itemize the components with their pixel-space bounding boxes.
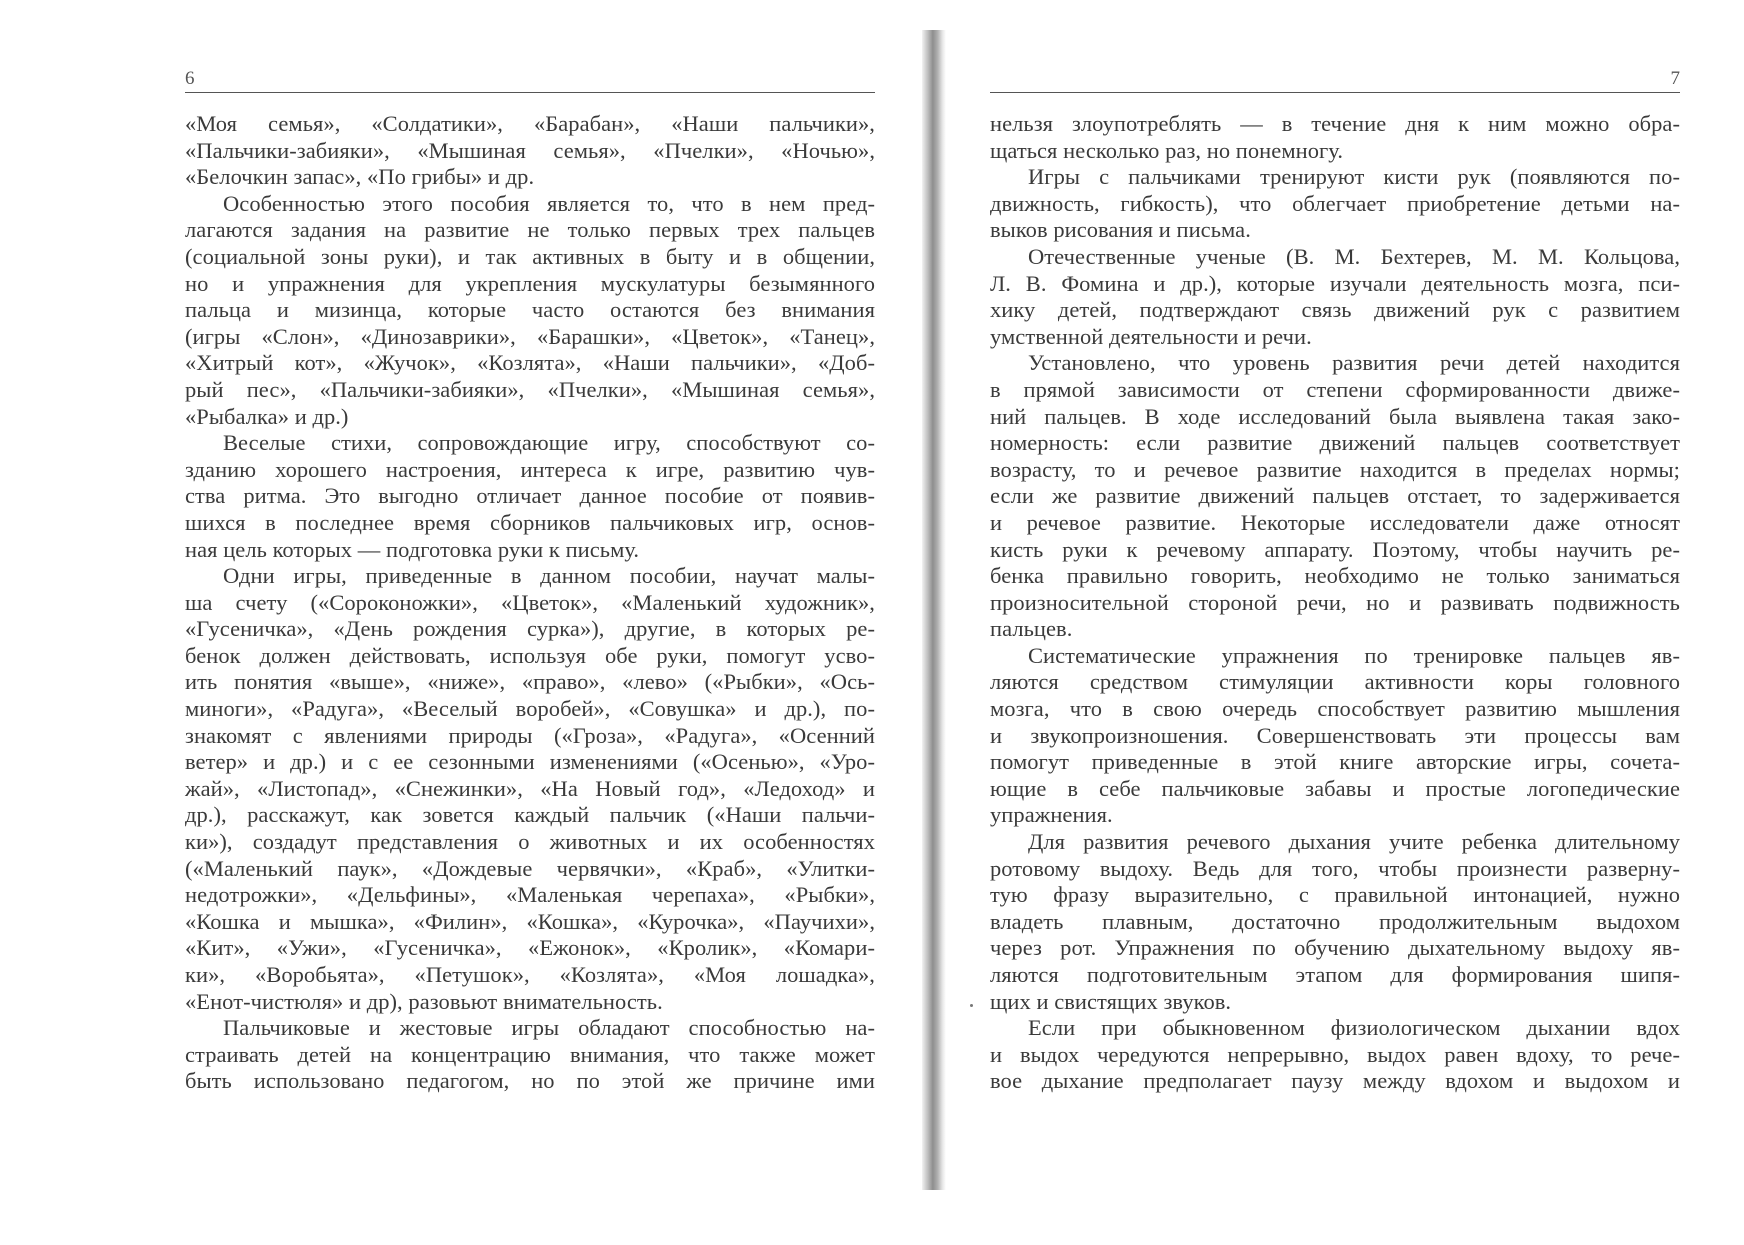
text-line: вое дыхание предполагает паузу между вдохом и выдохом и [990, 1068, 1680, 1094]
text-line: бенка правильно говорить, необходимо не только заниматься [990, 563, 1680, 589]
text-line: Пальчиковые и жестовые игры обладают способностью на- [223, 1015, 875, 1041]
text-line: знакомят с явлениями природы («Гроза», «Радуга», «Осенний [185, 722, 875, 748]
text-line: тую фразу выразительно, с правильной интонацией, нужно [990, 882, 1680, 908]
text-line: и выдох чередуются непрерывно, выдох равен вдоху, то рече- [990, 1041, 1680, 1067]
text-line: щаться несколько раз, но понемногу. [990, 137, 1343, 163]
text-line: бенок должен действовать, используя обе руки, помогут усво- [185, 642, 875, 668]
text-line: хику детей, подтверждают связь движений рук с развитием [990, 297, 1680, 323]
text-line: ша счету («Сороконожки», «Цветок», «Маленький художник», [185, 589, 875, 615]
text-line: миноги», «Радуга», «Веселый воробей», «Совушка» и др.), по- [185, 696, 875, 722]
text-line: «Белочкин запас», «По грибы» и др. [185, 164, 535, 190]
text-line: кисть руки к речевому аппарату. Поэтому, чтобы научить ре- [990, 536, 1680, 562]
left-page-header-rule [185, 70, 875, 93]
book-gutter-shadow [922, 30, 946, 1190]
text-line: Л. В. Фомина и др.), которые изучали деятельность мозга, пси- [990, 270, 1680, 296]
text-line: и речевое развитие. Некоторые исследователи даже относят [990, 509, 1680, 535]
text-line: Особенностью этого пособия является то, что в нем пред- [223, 190, 875, 216]
text-line: нельзя злоупотреблять — в течение дня к ним можно обра- [990, 111, 1680, 136]
text-line: (игры «Слон», «Динозаврики», «Барашки», «Цветок», «Танец», [185, 323, 875, 349]
text-line: произносительной стороной речи, но и развивать подвижность [990, 589, 1680, 615]
text-line: номерность: если развитие движений пальцев соответствует [990, 430, 1680, 456]
left-page [185, 70, 875, 1095]
text-line: Веселые стихи, сопровождающие игру, способствуют со- [223, 430, 875, 456]
text-line: (социальной зоны руки), и так активных в быту и в общении, [185, 243, 875, 269]
text-line: ний пальцев. В ходе исследований была выявлена такая зако- [990, 403, 1680, 429]
text-line: ки»), создадут представления о животных и их особенностях [185, 829, 875, 855]
text-line: Для развития речевого дыхания учите ребенка длительному [1028, 829, 1680, 855]
text-line: жай», «Листопад», «Снежинки», «На Новый год», «Ледоход» и [185, 775, 875, 801]
text-line: Одни игры, приведенные в данном пособии, научат малы- [223, 563, 875, 589]
text-line: в прямой зависимости от степени сформированности движе- [990, 376, 1680, 402]
text-line: ки», «Воробьята», «Петушок», «Козлята», «Моя лошадка», [185, 962, 875, 987]
text-line: недотрожки», «Дельфины», «Маленькая черепаха», «Рыбки», [185, 882, 875, 908]
text-line: лагаются задания на развитие не только первых трех пальцев [185, 217, 875, 243]
text-line: рый пес», «Пальчики-забияки», «Пчелки», «Мышиная семья», [185, 376, 875, 402]
text-line: выков рисования и письма. [990, 217, 1251, 243]
text-line: владеть плавным, достаточно продолжительным выдохом [990, 908, 1680, 934]
text-line: умственной деятельности и речи. [990, 323, 1312, 349]
text-line: если же развитие движений пальцев отстает, то задерживается [990, 483, 1680, 509]
right-page-header-rule [990, 70, 1680, 93]
text-line: «Пальчики-забияки», «Мышиная семья», «Пчелки», «Ночью», [185, 137, 875, 163]
text-line: мозга, что в свою очередь способствует развитию мышления [990, 696, 1680, 722]
text-line: «Гусеничка», «День рождения сурка»), другие, в которых ре- [185, 616, 875, 642]
text-line: и звукопроизношения. Совершенствовать эти процессы вам [990, 722, 1680, 748]
right-page-number: 7 [1670, 68, 1680, 89]
text-line: ротовому выдоху. Ведь для того, чтобы произнести разверну- [990, 855, 1680, 881]
text-line: ляются подготовительным этапом для формирования шипя- [990, 962, 1680, 987]
text-line: др.), расскажут, как зовется каждый пальчик («Наши пальчи- [185, 802, 875, 828]
text-line: зданию хорошего настроения, интереса к игре, развитию чув- [185, 456, 875, 482]
text-line: возрасту, то и речевое развитие находится в пределах нормы; [990, 456, 1680, 482]
text-line: Игры с пальчиками тренируют кисти рук (появляются по- [1028, 164, 1680, 190]
text-line: «Моя семья», «Солдатики», «Барабан», «Наши пальчики», [185, 111, 875, 136]
text-line: «Енот-чистюля» и др), разовьют внимательность. [185, 988, 663, 1014]
text-line: движность, гибкость), что облегчает приобретение детьми на- [990, 190, 1680, 216]
right-page [990, 70, 1680, 1095]
text-line: шихся в последнее время сборников пальчиковых игр, основ- [185, 509, 875, 535]
text-line: ства ритма. Это выгодно отличает данное пособие от появив- [185, 483, 875, 509]
text-line: «Кошка и мышка», «Филин», «Кошка», «Курочка», «Паучихи», [185, 908, 875, 934]
text-line: Установлено, что уровень развития речи детей находится [1028, 350, 1680, 376]
left-page-body [185, 111, 875, 1095]
text-line: Систематические упражнения по тренировке пальцев яв- [1028, 642, 1680, 668]
text-line: («Маленький паук», «Дождевые червячки», «Краб», «Улитки- [185, 855, 875, 881]
text-line: страивать детей на концентрацию внимания, что также может [185, 1041, 875, 1067]
text-line: через рот. Упражнения по обучению дыхательному выдоху яв- [990, 935, 1680, 961]
text-line: упражнения. [990, 802, 1113, 828]
print-speck [970, 1004, 973, 1007]
text-line: ить понятия «выше», «ниже», «право», «лево» («Рыбки», «Ось- [185, 669, 875, 695]
text-line: «Рыбалка» и др.) [185, 403, 349, 429]
text-line: щих и свистящих звуков. [990, 988, 1232, 1014]
text-line: ляются средством стимуляции активности коры головного [990, 669, 1680, 695]
text-line: ющие в себе пальчиковые забавы и простые логопедические [990, 775, 1680, 801]
text-line: помогут приведенные в этой книге авторские игры, сочета- [990, 749, 1680, 775]
text-line: ветер» и др.) и с ее сезонными изменениями («Осенью», «Уро- [185, 749, 875, 775]
text-line: «Хитрый кот», «Жучок», «Козлята», «Наши пальчики», «Доб- [185, 350, 875, 376]
text-line: Если при обыкновенном физиологическом дыхании вдох [1028, 1015, 1680, 1041]
right-page-body [990, 111, 1680, 1095]
text-line: «Кит», «Ужи», «Гусеничка», «Ежонок», «Кролик», «Комари- [185, 935, 875, 961]
text-line: пальца и мизинца, которые часто остаются без внимания [185, 297, 875, 323]
text-line: Отечественные ученые (В. М. Бехтерев, М. М. Кольцова, [1028, 243, 1680, 269]
text-line: пальцев. [990, 616, 1073, 642]
text-line: ная цель которых — подготовка руки к письму. [185, 536, 640, 562]
left-page-number: 6 [185, 68, 195, 89]
text-line: но и упражнения для укрепления мускулатуры безымянного [185, 270, 875, 296]
text-line: быть использовано педагогом, но по этой же причине ими [185, 1068, 875, 1094]
